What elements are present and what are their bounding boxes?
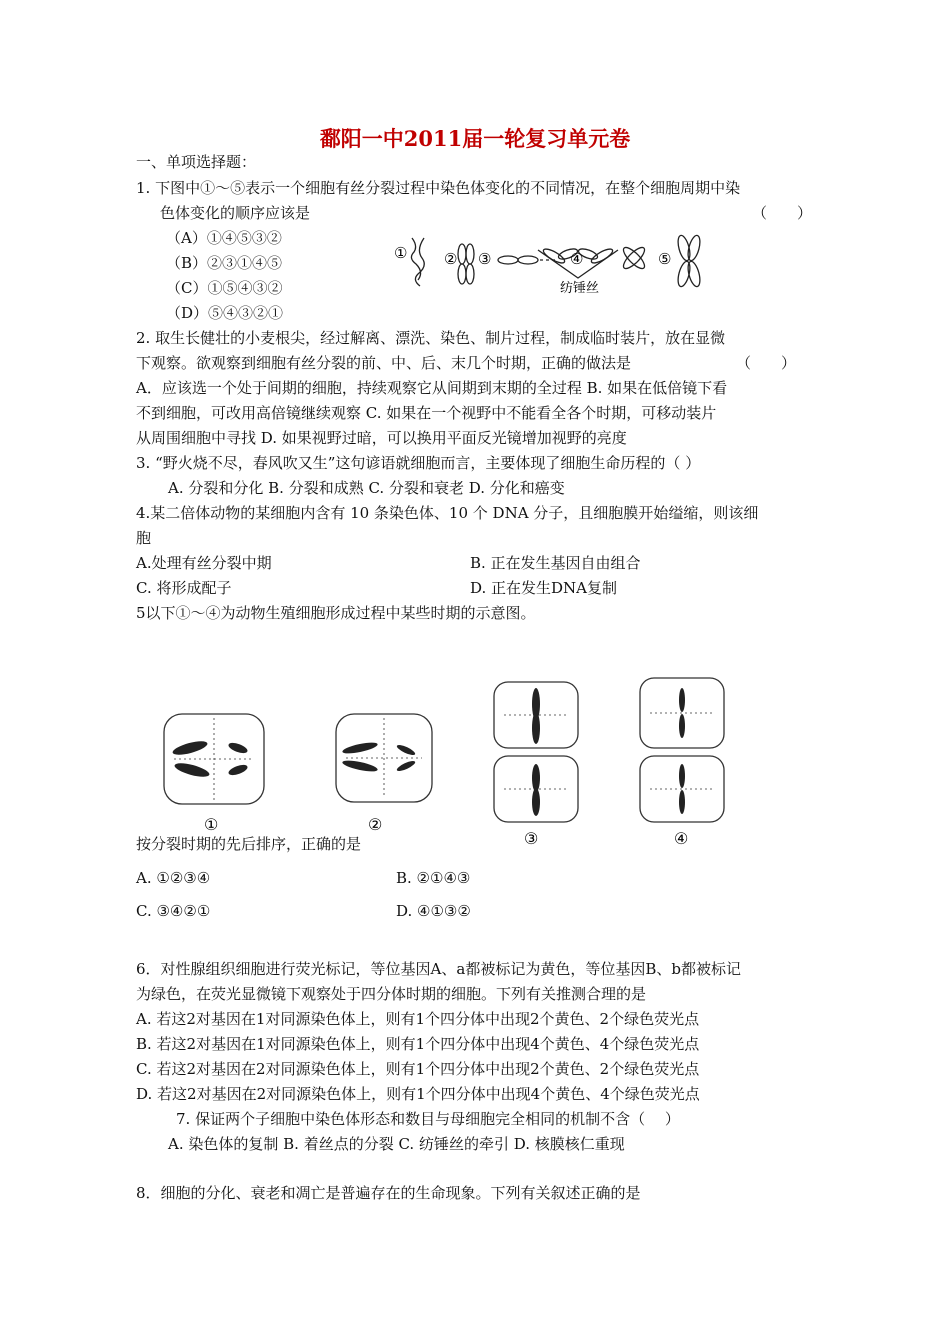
q4-option-d: D. 正在发生DNA复制 [470, 579, 618, 597]
q6-option-a: A. 若这2对基因在1对同源染色体上，则有1个四分体中出现2个黄色、2个绿色荧光点 [136, 1010, 700, 1028]
q5-line2: 按分裂时期的先后排序，正确的是 [136, 835, 362, 853]
q3-options: A. 分裂和分化 B. 分裂和成熟 C. 分裂和衰老 D. 分化和癌变 [168, 479, 565, 497]
section-heading: 一、单项选择题： [136, 153, 257, 171]
q1-figure-caption: 纺锤丝 [560, 281, 600, 296]
q6-option-b: B. 若这2对基因在1对同源染色体上，则有1个四分体中出现4个黄色、4个绿色荧光点 [136, 1035, 700, 1053]
q6-option-c: C. 若这2对基因在2对同源染色体上，则有1个四分体中出现2个黄色、2个绿色荧光点 [136, 1060, 700, 1078]
q2-answer-paren: （ ） [736, 354, 797, 372]
q2-line4: 不到细胞，可改用高倍镜继续观察 C. 如果在一个视野中不能看全各个时期，可移动装片 [136, 404, 717, 422]
q1-figure-label-1: ① [394, 244, 408, 262]
q2-line3: A．应该选一个处于间期的细胞，持续观察它从间期到末期的全过程 B. 如果在低倍镜下看 [136, 379, 728, 397]
q4-line1: 4.某二倍体动物的某细胞内含有 10 条染色体、10 个 DNA 分子，且细胞膜开始缢缩，则该细 [136, 504, 759, 522]
q5-figure-label-2: ② [368, 815, 383, 834]
q5-cell-figure [160, 668, 740, 848]
page-title: 鄱阳一中2011届一轮复习单元卷 [319, 126, 631, 151]
q6-line1: 6．对性腺组织细胞进行荧光标记，等位基因A、a都被标记为黄色，等位基因B、b都被标记 [136, 960, 741, 978]
q1-answer-paren: （ ） [752, 204, 813, 222]
q3-line1: 3. “野火烧不尽，春风吹又生”这句谚语就细胞而言，主要体现了细胞生命历程的（ ） [136, 454, 701, 472]
q5-figure-label-1: ① [204, 815, 219, 834]
q4-option-b: B. 正在发生基因自由组合 [470, 554, 641, 572]
q5-line1: 5以下①～④为动物生殖细胞形成过程中某些时期的示意图。 [136, 604, 536, 622]
q1-option-c: （C）①⑤④③② [166, 279, 283, 297]
q7-line1: 7. 保证两个子细胞中染色体形态和数目与母细胞完全相同的机制不含（ ） [176, 1110, 680, 1128]
q1-figure-label-4: ④ [570, 250, 584, 268]
q5-figure-label-3: ③ [524, 829, 539, 848]
q1-figure-label-5: ⑤ [658, 250, 672, 268]
q5-figure-label-4: ④ [674, 829, 689, 848]
q2-line2: 下观察。欲观察到细胞有丝分裂的前、中、后、末几个时期，正确的做法是 [136, 354, 632, 372]
q6-option-d: D. 若这2对基因在2对同源染色体上，则有1个四分体中出现4个黄色、4个绿色荧光点 [136, 1085, 700, 1103]
q2-line5: 从周围细胞中寻找 D. 如果视野过暗，可以换用平面反光镜增加视野的亮度 [136, 429, 627, 447]
q2-line1: 2. 取生长健壮的小麦根尖，经过解离、漂洗、染色、制片过程，制成临时装片，放在显微 [136, 329, 726, 347]
q5-option-d: D. ④①③② [396, 902, 471, 920]
q6-line2: 为绿色，在荧光显微镜下观察处于四分体时期的细胞。下列有关推测合理的是 [136, 985, 647, 1003]
q4-option-c: C. 将形成配子 [136, 579, 232, 597]
q1-chromosome-figure [388, 228, 718, 296]
q1-option-b: （B）②③①④⑤ [166, 254, 283, 272]
q5-option-b: B. ②①④③ [396, 869, 471, 887]
q4-line2: 胞 [136, 529, 152, 547]
q1-figure-label-2: ② [444, 250, 458, 268]
q1-option-d: （D）⑤④③②① [166, 304, 284, 322]
q1-stem-line1: 1. 下图中①～⑤表示一个细胞有丝分裂过程中染色体变化的不同情况，在整个细胞周期中染 [136, 179, 741, 197]
q1-figure-label-3: ③ [478, 250, 492, 268]
q7-options: A. 染色体的复制 B. 着丝点的分裂 C. 纺锤丝的牵引 D. 核膜核仁重现 [168, 1135, 625, 1153]
q1-option-a: （A）①④⑤③② [166, 229, 282, 247]
q8-line1: 8．细胞的分化、衰老和凋亡是普遍存在的生命现象。下列有关叙述正确的是 [136, 1184, 641, 1202]
q4-option-a: A.处理有丝分裂中期 [136, 554, 272, 572]
q5-option-a: A. ①②③④ [136, 869, 211, 887]
q5-option-c: C. ③④②① [136, 902, 211, 920]
q1-stem-line2: 色体变化的顺序应该是 [160, 204, 311, 222]
